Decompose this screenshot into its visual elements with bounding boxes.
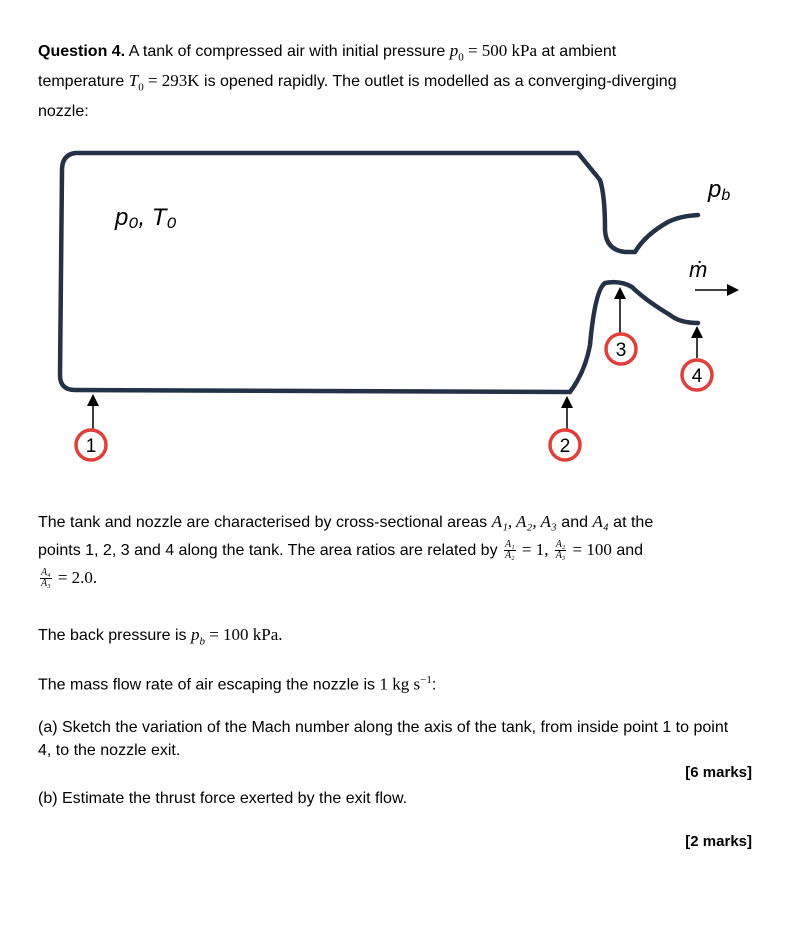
- areas-paragraph: The tank and nozzle are characterised by cross-sectional areas A₁, A₂, A₃ and A₄ at the points 1, 2, 3 and 4 along the tank. The area ratios are related by $\frac{\text{A₁}}{\text{A₂}}$ = 1, $\frac{\text{A₂}}{\text{A₃}}$ = 100 and $\frac{\text{A₄}}{\text{A₃}}$ = 2.0.: [38, 512, 654, 590]
- mass-flow-symbol: ṁ: [689, 257, 708, 282]
- part-b-marks: [2 marks]: [685, 833, 752, 850]
- svg-text:4: 4: [691, 366, 703, 387]
- part-a-text: (a) Sketch the variation of the Mach number along the axis of the tank, from inside point 1 to point 4, to the nozzle exit.: [38, 719, 729, 759]
- svg-text:2: 2: [559, 436, 571, 457]
- p0-symbol: $p_0 = 500$ kPa: [449, 41, 538, 64]
- part-a-marks: [6 marks]: [685, 764, 752, 781]
- back-pressure-symbol: pb: [708, 176, 731, 204]
- tank-state-label: p₀, T₀: [115, 204, 177, 231]
- back-pressure-line: The back pressure is $p_b = 100$ kPa.: [38, 625, 283, 648]
- svg-text:3: 3: [615, 340, 627, 361]
- question-intro: Question 4. A tank of compressed air with initial pressure $p_0 = 500$ kPa at ambient temperature $T_0 = 293K$ is opened rapidly. The outlet is modelled as a converging-diverging nozzle:: [38, 41, 677, 120]
- tank-outline: [60, 153, 698, 392]
- t0-symbol: $T_0 = 293K$: [128, 71, 200, 94]
- mass-flow-line: The mass flow rate of air escaping the nozzle is 1 kg $s^{-1}$:: [38, 674, 437, 694]
- part-b-text: (b) Estimate the thrust force exerted by the exit flow.: [38, 790, 408, 807]
- point-2-marker: [550, 430, 580, 460]
- question-label: Question 4.: [38, 43, 126, 60]
- point-1-marker: [76, 430, 106, 460]
- point-3-marker: [606, 334, 636, 364]
- point-4-marker: [682, 360, 712, 390]
- svg-text:1: 1: [85, 436, 97, 457]
- ratio-a2-a3: $\frac{\text{A₂}}{\text{A₃}}$: [555, 539, 566, 562]
- ratio-a1-a2: $\frac{\text{A₁}}{\text{A₂}}$: [505, 539, 515, 562]
- ratio-a4-a3: $\frac{\text{A₄}}{\text{A₃}}$: [41, 567, 51, 590]
